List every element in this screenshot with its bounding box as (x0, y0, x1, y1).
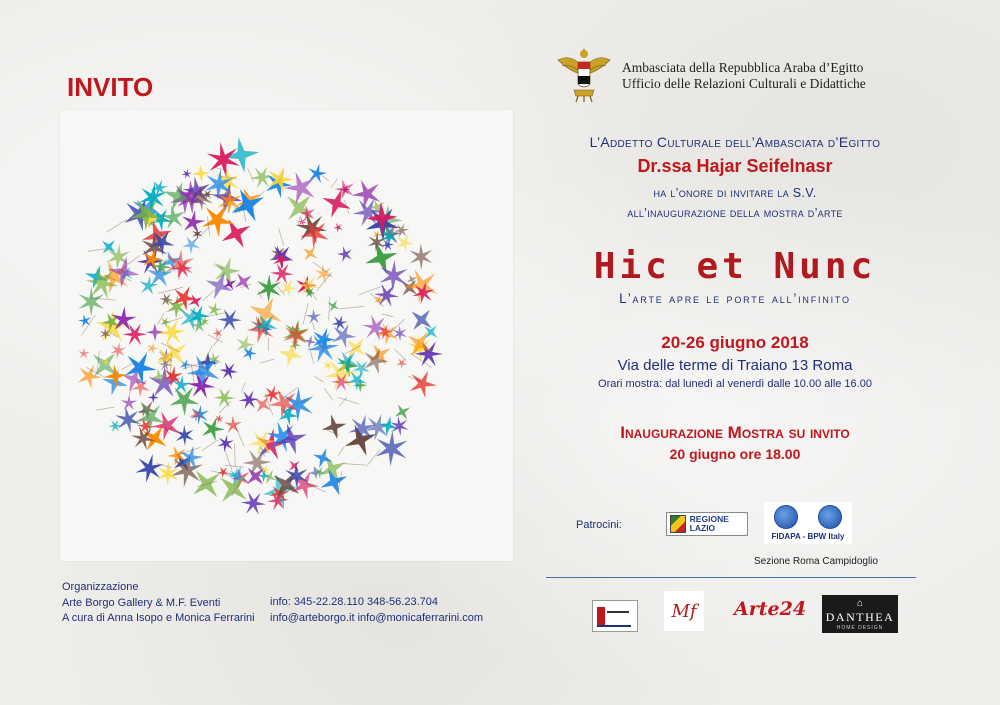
exhibition-title: Hic et Nunc (593, 246, 877, 287)
arte24-logo: Arte24 (734, 598, 807, 620)
exhibition-subtitle: L’arte apre le porte all’infinito (619, 291, 851, 306)
info-phone: info: 345-22.28.110 348-56.23.704 (270, 596, 438, 608)
contact-block (270, 595, 483, 626)
globe-icon (774, 505, 798, 529)
patrocini-label: Patrocini: (576, 519, 622, 531)
globe-icon (818, 505, 842, 529)
exhibition-address: Via delle terme di Traiano 13 Roma (617, 357, 853, 374)
opening-hours: Orari mostra: dal lunedì al venerdì dalle 10.00 alle 16.00 (598, 378, 872, 390)
fidapa-logo (764, 502, 852, 544)
house-icon: ⌂ (856, 598, 864, 609)
embassy-line-1: Ambasciata della Repubblica Araba d’Egitto (622, 60, 864, 75)
org-name: Arte Borgo Gallery & M.F. Eventi (62, 596, 221, 609)
organization-block (62, 580, 255, 627)
regione-lazio-icon (670, 515, 686, 533)
onore-line: ha l’onore di invitare la S.V. (653, 186, 817, 200)
sezione-text: Sezione Roma Campidoglio (754, 556, 878, 567)
exhibition-dates: 20-26 giugno 2018 (661, 333, 809, 352)
danthea-logo (822, 595, 898, 633)
star-sphere-artwork (60, 110, 513, 561)
danthea-name: DANTHEA (825, 610, 895, 624)
addetto-line: L’Addetto Culturale dell’Ambasciata d’Egitto (589, 134, 881, 150)
mf-eventi-logo: Mf (664, 591, 704, 631)
regione-lazio-logo (666, 512, 748, 536)
egypt-eagle-emblem (556, 44, 612, 106)
arte-borgo-logo (592, 600, 638, 632)
inauguration-heading: Inaugurazione Mostra su invito (620, 423, 850, 442)
divider-line (546, 577, 916, 578)
inauguration-time: 20 giugno ore 18.00 (669, 446, 801, 462)
embassy-name (622, 60, 866, 92)
regione-lazio-text: REGIONE LAZIO (689, 514, 729, 533)
org-label: Organizzazione (62, 581, 139, 593)
curators: A cura di Anna Isopo e Monica Ferrarini (62, 612, 255, 624)
inauguration-line: all’inaugurazione della mostra d’arte (627, 206, 843, 220)
host-name: Dr.ssa Hajar Seifelnasr (637, 156, 833, 176)
embassy-line-2: Ufficio delle Relazioni Culturali e Didattiche (622, 76, 866, 91)
invito-heading: INVITO (67, 72, 154, 102)
info-mail: info@arteborgo.it info@monicaferrarini.com (270, 611, 484, 624)
danthea-sub: HOME DESIGN (836, 625, 884, 631)
artwork-image (60, 110, 513, 561)
fidapa-text: FIDAPA - BPW Italy (771, 532, 845, 541)
